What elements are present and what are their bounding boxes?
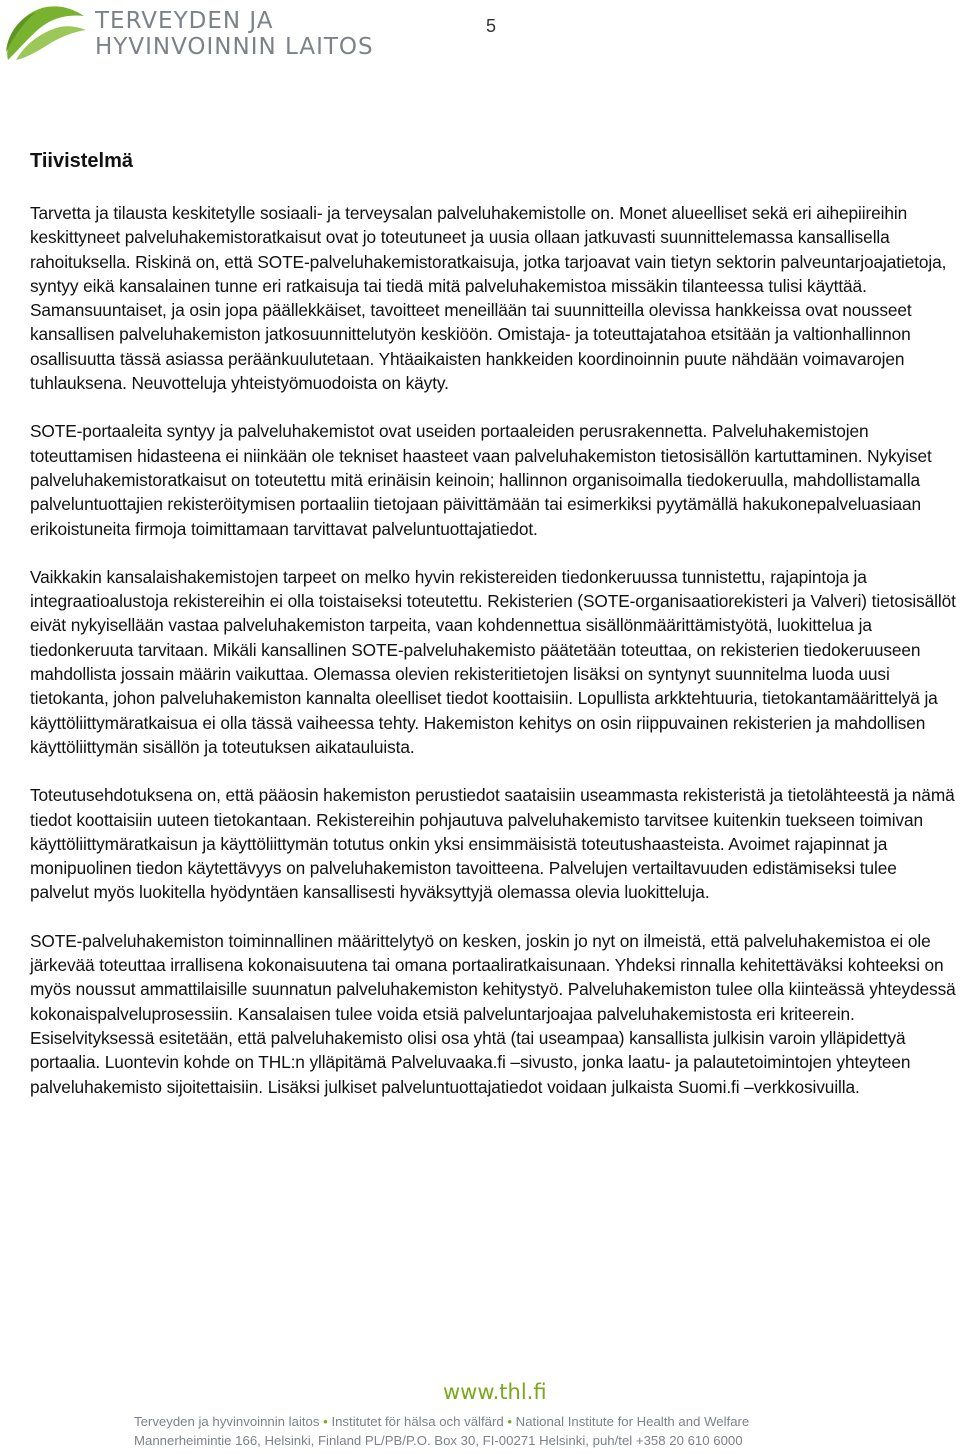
- paragraph-1: Tarvetta ja tilausta keskitetylle sosiaali- ja terveysalan palveluhakemistolle on. Monet alueelliset sekä eri aihepiireihin keskittyneet palveluhakemistoratkaisut ovat jo toteutuneet ja uusia ollaan jatkuvasti suunnittelemassa kansallisella rahoituksella. Riskinä on, että SOTE-palveluhakemistoratkaisuja, jotka tarjoavat vain tietyn sektorin palveuntarjoajatietoja, syntyy eikä kansalainen tunne eri ratkaisuja tai tiedä mitä palveluhakemistoa missäkin tilanteessa tulisi käyttää. Samansuuntaiset, ja osin jopa päällekkäiset, tavoitteet meneillään tai suunnitteilla olevissa hankkeissa ovat nousseet kansallisen palveluhakemiston jatkosuunnittelutyön keskiöön. Omistaja- ja toteuttajatahoa etsitään ja valtionhallinnon osallisuutta tässä asiassa peräänkuulutetaan. Yhtäaikaisten hankkeiden koordinoinnin puute nähdään voimavarojen tuhlauksena. Neuvotteluja yhteistyömuodoista on käyty.: [30, 203, 947, 394]
- footer-name-fi: Terveyden ja hyvinvoinnin laitos: [134, 1414, 320, 1429]
- footer-url-link[interactable]: www.thl.fi: [443, 1380, 547, 1404]
- document-body: [30, 148, 960, 1123]
- paragraph-2: SOTE-portaaleita syntyy ja palveluhakemistot ovat useiden portaaleiden perusrakennetta. Palveluhakemistojen toteuttamisen hidasteena ei niinkään ole tekniset haasteet vaan palveluhakemiston tietosisällön kartuttaminen. Nykyiset palveluhakemistoratkaisut on toteutettu mitä erinäisin keinoin; hallinnon organisoimalla tiedokeruulla, mahdollistamalla palveluntuottajien rekisteröitymisen portaaliin tietojaan päivittämään tai esimerkiksi pyytämällä hakukonepalveluasiaan erikoistuneita firmoja toimittamaan tarvittavat palveluntuottajatiedot.: [30, 421, 932, 539]
- org-name-line2: HYVINVOINNIN LAITOS: [95, 34, 374, 60]
- paragraph-5: SOTE-palveluhakemiston toiminnallinen määrittelytyö on kesken, joskin jo nyt on ilmeistä, että palveluhakemistoa ei ole järkevää toteuttaa irrallisena kokonaisuutena tai omana portaaliratkaisunaan. Yhdeksi rinnalla kehitettäväksi kohteeksi on myös noussut ammattilaisille suunnatun palveluhakemiston kehitystyö. Palveluhakemiston tulee olla kiinteässä yhteydessä kokonaispalveluprosessiin. Kansalaisen tulee voida etsiä palveluntarjoajaa palveluhakemistosta eri kriteerein. Esiselvityksessä esitetään, että palveluhakemisto olisi osa yhtä (tai useampaa) kansallista julkisin varoin ylläpidettyä portaalia. Luontevin kohde on THL:n ylläpitämä Palveluvaaka.fi –sivusto, jonka laatu- ja palautetoimintojen yhteyteen palveluhakemisto sijoitettaisiin. Lisäksi julkiset palveluntuottajatiedot voidaan julkaista Suomi.fi –verkkosivuilla.: [30, 930, 956, 1097]
- thl-logo-icon: [2, 2, 90, 62]
- org-name-line1: TERVEYDEN JA: [95, 8, 274, 34]
- org-name: [95, 8, 374, 60]
- footer-name-en: National Institute for Health and Welfare: [515, 1414, 750, 1429]
- footer-address: Mannerheimintie 166, Helsinki, Finland PL/PB/P.O. Box 30, FI-00271 Helsinki, puh/tel +358 20 610 6000: [134, 1433, 743, 1448]
- footer-separator: •: [507, 1414, 512, 1429]
- footer-org-names: [134, 1414, 749, 1429]
- page-number: 5: [486, 16, 497, 36]
- paragraph-3: Vaikkakin kansalaishakemistojen tarpeet on melko hyvin rekistereiden tiedonkeruussa tunnistettu, rajapintoja ja integraatioalustoja rekistereihin ei olla toistaiseksi toteutettu. Rekisterien (SOTE-organisaatiorekisteri ja Valveri) tietosisällöt eivät nykyisellään vastaa palveluhakemiston tarpeita, vaan kohdennettua sisällönmäärittämistyötä, luokittelua ja tiedonkeruuta tarvitaan. Mikäli kansallinen SOTE-palveluhakemisto päätetään toteuttaa, on rekisterien tiedokeruuseen mahdollista jossain määrin vaikuttaa. Olemassa olevien rekisteritietojen lisäksi on syntynyt suunnitelma luoda uusi tietokanta, johon palveluhakemiston kannalta oleelliset tiedot koottaisiin. Lopullista arkktehtuuria, tietokantamäärittelyä ja käyttöliittymäratkaisua ei olla tässä vaiheessa tehty. Hakemiston kehitys on osin riippuvainen rekisterien ja mahdollisen käyttöliittymän sisällön ja toteutuksen aikatauluista.: [30, 566, 956, 757]
- page-header: [0, 0, 960, 70]
- footer-name-sv: Institutet för hälsa och välfärd: [331, 1414, 504, 1429]
- paragraph-4: Toteutusehdotuksena on, että pääosin hakemiston perustiedot saataisiin useammasta rekisteristä ja tietolähteestä ja nämä tiedot koottaisiin uuteen tietokantaan. Rekistereihin pohjautuva palveluhakemisto tarvitsee kuitenkin tuekseen toimivan käyttöliittymäratkaisun ja käyttöliittymän totutus onkin yksi ensimmäisistä toteutushaasteista. Avoimet rajapinnat ja monipuolinen tiedon käytettävyys on palveluhakemiston tavoitteena. Palvelujen vertailtavuuden edistämiseksi tulee palvelut myös luokitella hyödyntäen kansallisesti hyväksyttyjä olemassa olevia luokitteluja.: [30, 785, 955, 903]
- footer-separator: •: [323, 1414, 328, 1429]
- section-heading: Tiivistelmä: [30, 150, 134, 172]
